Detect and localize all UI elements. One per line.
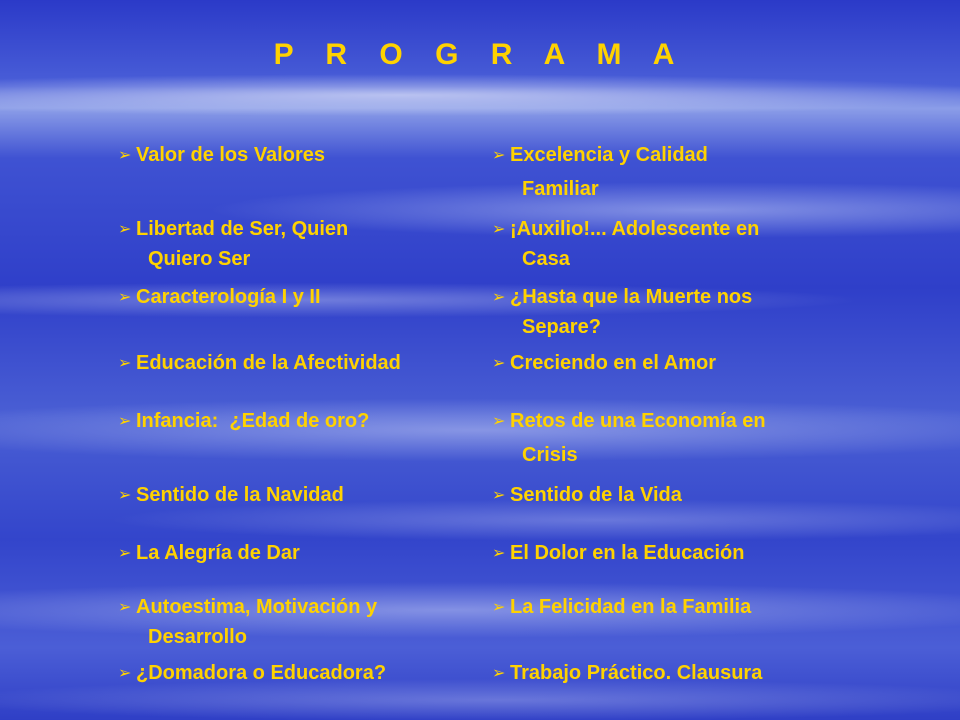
item-text: Trabajo Práctico. Clausura — [510, 662, 763, 684]
item-text: Sentido de la Vida — [510, 484, 682, 506]
arrow-bullet-icon: ➢ — [118, 287, 132, 306]
item-text: Retos de una Economía en — [510, 410, 766, 432]
program-item — [492, 348, 716, 378]
arrow-bullet-icon: ➢ — [118, 597, 132, 616]
program-item — [492, 480, 682, 510]
program-item — [492, 538, 745, 568]
program-item — [118, 538, 300, 568]
item-text: La Alegría de Dar — [136, 542, 300, 564]
arrow-bullet-icon: ➢ — [492, 485, 506, 504]
arrow-bullet-icon: ➢ — [492, 287, 506, 306]
program-item — [118, 406, 369, 436]
arrow-bullet-icon: ➢ — [118, 145, 132, 164]
program-item — [492, 214, 759, 274]
arrow-bullet-icon: ➢ — [492, 353, 506, 372]
item-text: Excelencia y Calidad — [510, 144, 708, 166]
arrow-bullet-icon: ➢ — [118, 543, 132, 562]
item-text: ¡Auxilio!... Adolescente en — [510, 218, 760, 240]
program-item — [118, 140, 325, 170]
item-text: Creciendo en el Amor — [510, 352, 716, 374]
arrow-bullet-icon: ➢ — [492, 219, 506, 238]
arrow-bullet-icon: ➢ — [118, 353, 132, 372]
arrow-bullet-icon: ➢ — [118, 485, 132, 504]
arrow-bullet-icon: ➢ — [118, 411, 132, 430]
item-text: Libertad de Ser, Quien — [136, 218, 349, 240]
item-text-continued: Casa — [522, 248, 570, 270]
item-text: La Felicidad en la Familia — [510, 596, 752, 618]
arrow-bullet-icon: ➢ — [492, 543, 506, 562]
item-text: ¿Hasta que la Muerte nos — [510, 286, 753, 308]
item-text: Autoestima, Motivación y — [136, 596, 378, 618]
program-item — [118, 592, 377, 652]
item-text: Educación de la Afectividad — [136, 352, 401, 374]
program-item — [492, 658, 762, 688]
program-item — [118, 214, 348, 274]
item-text: ¿Domadora o Educadora? — [136, 662, 387, 684]
program-item — [118, 658, 386, 688]
program-item — [118, 480, 344, 510]
arrow-bullet-icon: ➢ — [492, 597, 506, 616]
item-text-continued: Quiero Ser — [148, 248, 251, 270]
item-text: Valor de los Valores — [136, 144, 325, 166]
arrow-bullet-icon: ➢ — [118, 219, 132, 238]
arrow-bullet-icon: ➢ — [118, 663, 132, 682]
arrow-bullet-icon: ➢ — [492, 411, 506, 430]
arrow-bullet-icon: ➢ — [492, 145, 506, 164]
item-text: Caracterología I y II — [136, 286, 321, 308]
program-item — [118, 348, 401, 378]
program-item — [492, 592, 751, 622]
item-text-continued: Familiar — [522, 178, 599, 200]
program-item — [492, 406, 766, 470]
item-text: Sentido de la Navidad — [136, 484, 344, 506]
program-item — [492, 140, 708, 204]
item-text: Infancia: ¿Edad de oro? — [136, 410, 370, 432]
item-text-continued: Separe? — [522, 316, 601, 338]
program-item — [492, 282, 752, 342]
item-text: El Dolor en la Educación — [510, 542, 745, 564]
arrow-bullet-icon: ➢ — [492, 663, 506, 682]
item-text-continued: Desarrollo — [148, 626, 247, 648]
slide-title: P R O G R A M A — [273, 38, 687, 71]
item-text-continued: Crisis — [522, 444, 578, 466]
program-item — [118, 282, 321, 312]
